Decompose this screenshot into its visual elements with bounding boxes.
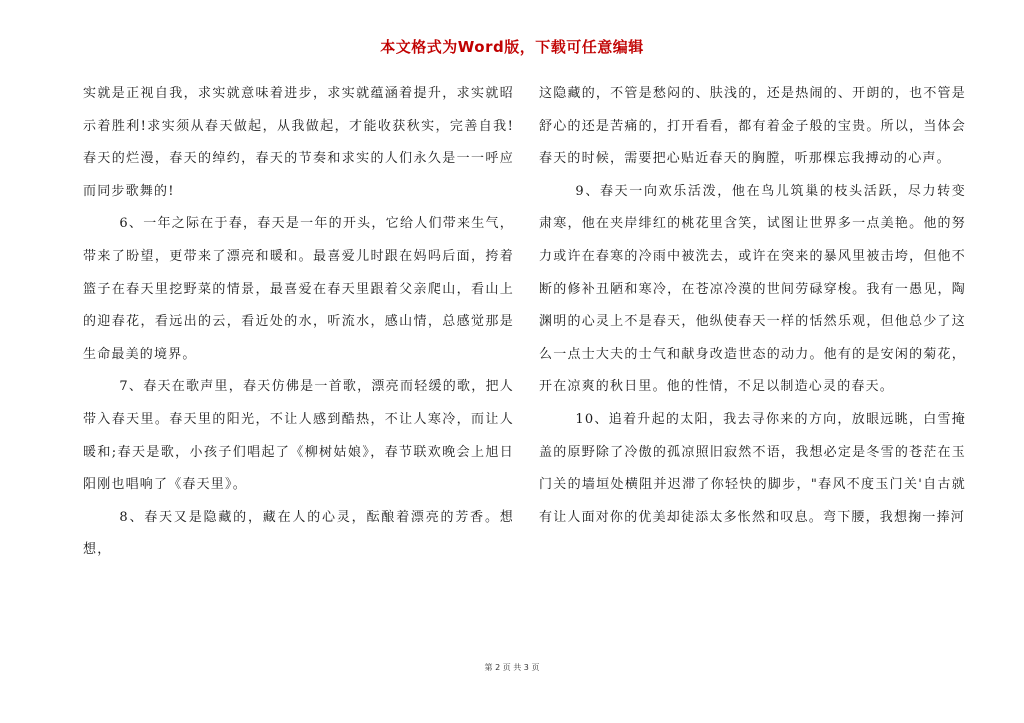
paragraph-10: 10、追着升起的太阳，我去寻你来的方向，放眼远眺，白雪掩盖的原野除了冷傲的孤凉照旧寂然不语，我想必定是冬雪的苍茫在玉门关的墙垣处横阻并迟滞了你轻快的脚步，"春风不度玉门关'自古就有让人面对你的优美却徒添太多怅然和叹息。弯下腰，我想掬一捧河 <box>539 411 966 525</box>
left-column <box>83 78 514 567</box>
paragraph-7: 7、春天在歌声里，春天仿佛是一首歌，漂亮而轻缓的歌，把人带入春天里。春天里的阳光，不让人感到酷热，不让人寒冷，而让人暖和;春天是歌，小孩子们唱起了《柳树姑娘》，春节联欢晚会上旭日阳刚也唱响了《春天里》。 <box>83 379 514 493</box>
paragraph-continuation: 实就是正视自我，求实就意味着进步，求实就蕴涵着提升，求实就昭示着胜利!求实须从春天做起，从我做起，才能收获秋实，完善自我!春天的烂漫，春天的绰约，春天的节奏和求实的人们永久是一一呼应而同步歌舞的! <box>83 86 514 199</box>
paragraph-9: 9、春天一向欢乐活泼，他在鸟儿筑巢的枝头活跃，尽力转变肃寒，他在夹岸绯红的桃花里含笑，试图让世界多一点美艳。他的努力或许在春寒的冷雨中被洗去，或许在突来的暴风里被击垮，但他不断的修补丑陋和寒冷，在苍凉冷漠的世间劳碌穿梭。我有一愚见，陶渊明的心灵上不是春天，他纵使春天一样的恬然乐观，但他总少了这么一点士大夫的士气和献身改造世态的动力。他有的是安闲的菊花，开在凉爽的秋日里。他的性情，不足以制造心灵的春天。 <box>539 183 966 395</box>
paragraph-6: 6、一年之际在于春，春天是一年的开头，它给人们带来生气，带来了盼望，更带来了漂亮和暖和。最喜爱儿时跟在妈吗后面，挎着篮子在春天里挖野菜的情景，最喜爱在春天里跟着父亲爬山，看山上的迎春花，看远出的云，看近处的水，听流水，感山情，总感觉那是生命最美的境界。 <box>83 216 514 362</box>
document-header-title: 本文格式为Word版，下载可任意编辑 <box>380 38 644 56</box>
paragraph-8: 8、春天又是隐藏的，藏在人的心灵，酝酿着漂亮的芳香。想想， <box>83 509 514 558</box>
paragraph-8-continuation: 这隐藏的，不管是愁闷的、肤浅的，还是热闹的、开朗的，也不管是舒心的还是苦痛的，打开看看，都有着金子般的宝贵。所以，当体会春天的时候，需要把心贴近春天的胸膛，听那棵忘我搏动的心声。 <box>539 86 966 167</box>
page-number-footer: 第 2 页 共 3 页 <box>484 663 540 672</box>
right-column <box>539 78 966 534</box>
